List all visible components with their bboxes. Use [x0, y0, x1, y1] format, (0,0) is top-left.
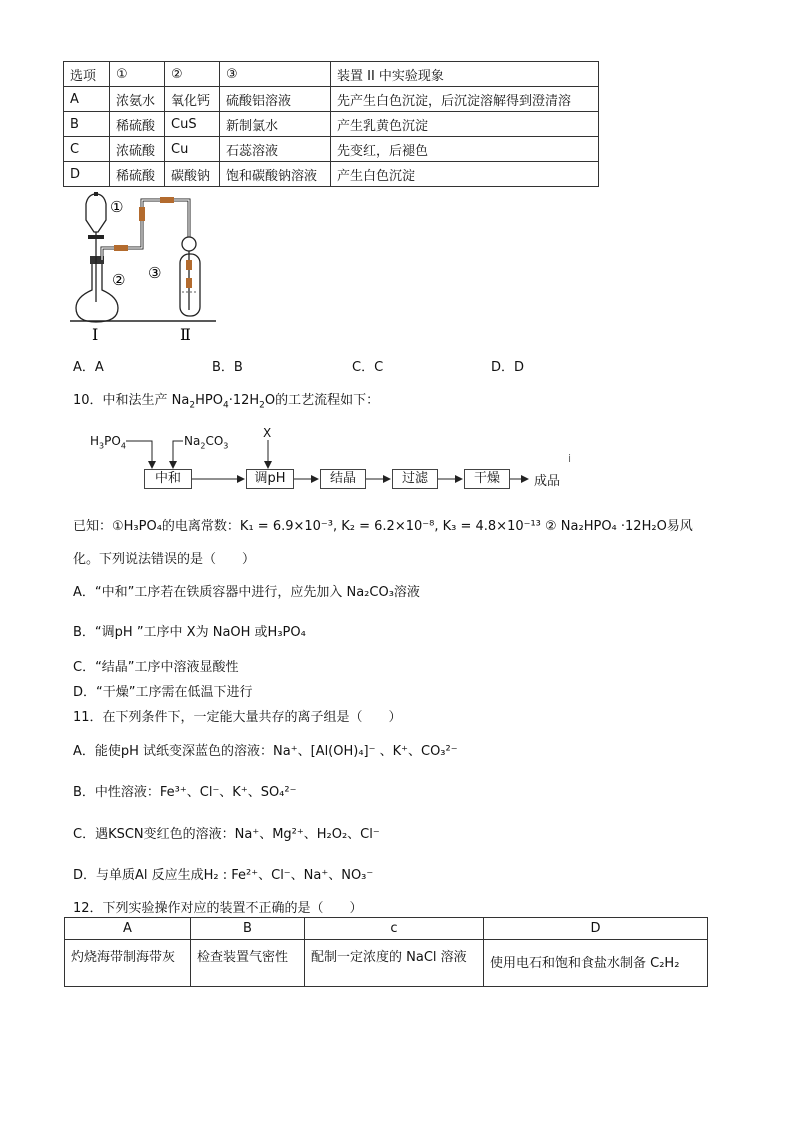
step-dry: 干燥 — [464, 469, 510, 489]
rubber-connector — [186, 260, 192, 270]
rubber-connector — [160, 197, 174, 203]
table-cell: D — [64, 162, 110, 187]
funnel-cap — [94, 192, 98, 196]
table-row — [64, 162, 599, 187]
q11-stem: 11．在下列条件下，一定能大量共存的离子组是（ ） — [73, 710, 402, 725]
header-cell: ② — [165, 62, 220, 87]
q9-options-table — [63, 61, 599, 187]
q10-stem-formula: HPO — [195, 393, 223, 408]
table-row — [64, 137, 599, 162]
header-cell: ① — [110, 62, 165, 87]
label-1: ① — [110, 198, 124, 216]
q10-stem-hydrate: ·12H — [228, 393, 260, 408]
option-d: D．D — [491, 360, 525, 375]
table-cell: 产生白色沉淀 — [331, 162, 599, 187]
rubber-connector — [114, 245, 128, 251]
table-cell: 浓氨水 — [110, 87, 165, 112]
header-cell: D — [484, 918, 708, 940]
q12-stem: 12．下列实验操作对应的装置不正确的是（ ） — [73, 901, 363, 916]
step-filter: 过滤 — [392, 469, 438, 489]
table-row — [65, 940, 708, 987]
table-cell: 先产生白色沉淀，后沉淀溶解得到澄清溶 — [331, 87, 599, 112]
table-cell: 产生乳黄色沉淀 — [331, 112, 599, 137]
table-cell: 先变红，后褪色 — [331, 137, 599, 162]
option-b: B．B — [212, 360, 243, 375]
rubber-connector — [186, 278, 192, 288]
header-cell: 选项 — [64, 62, 110, 87]
q10-known-1: 已知：①H₃PO₄的电离常数：K₁ = 6.9×10⁻³, K₂ = 6.2×10⁻⁸, K₃ = 4.8×10⁻¹³ ② Na₂HPO₄ ·12H₂O易风 — [73, 519, 693, 534]
table-cell: 浓硫酸 — [110, 137, 165, 162]
table-cell: A — [64, 87, 110, 112]
table-cell: 检查装置气密性 — [191, 940, 305, 987]
product-label: 成品 — [534, 474, 561, 489]
header-cell: B — [191, 918, 305, 940]
q10-known-2: 化。下列说法错误的是（ ） — [73, 552, 256, 567]
q10-option-a: A．“中和”工序若在铁质容器中进行，应先加入 Na₂CO₃溶液 — [73, 585, 420, 600]
table-cell: 氧化钙 — [165, 87, 220, 112]
label-3: ③ — [148, 264, 162, 282]
step-neutralize: 中和 — [144, 469, 192, 489]
table-cell: Cu — [165, 137, 220, 162]
table-cell: CuS — [165, 112, 220, 137]
label-apparatus-2: Ⅱ — [180, 325, 191, 342]
table-cell: C — [64, 137, 110, 162]
input-h3po4: $H_3PO_4$ — [90, 434, 126, 451]
q10-stem-prefix: 10．中和法生产 Na — [73, 393, 190, 408]
q10-option-d: D．“干燥”工序需在低温下进行 — [73, 685, 253, 700]
q10-stem-suffix: O的工艺流程如下： — [264, 393, 380, 408]
option-c: C．C — [352, 360, 384, 375]
gas-generation-apparatus-diagram — [66, 192, 226, 342]
corner-mark: i — [568, 452, 572, 465]
q11-option-a: A．能使pH 试纸变深蓝色的溶液：Na⁺、[Al(OH)₄]⁻ 、K⁺、CO₃²⁻ — [73, 744, 458, 759]
input-x: X — [263, 426, 272, 440]
header-cell: 装置 II 中实验现象 — [331, 62, 599, 87]
input-na2co3: $Na_2CO_3$ — [184, 434, 229, 451]
table-cell: 配制一定浓度的 NaCl 溶液 — [305, 940, 484, 987]
q10-option-c: C．“结晶”工序中溶液显酸性 — [73, 660, 239, 675]
anti-suckback-bulb — [182, 237, 196, 251]
arrow-h3po4 — [126, 441, 152, 468]
separatory-funnel — [86, 194, 106, 232]
table-cell: 硫酸铝溶液 — [220, 87, 331, 112]
table-row — [64, 87, 599, 112]
header-cell: ③ — [220, 62, 331, 87]
table-cell: 灼烧海带制海带灰 — [65, 940, 191, 987]
step-adjust-ph: 调pH — [246, 469, 294, 489]
option-a: A．A — [73, 360, 104, 375]
table-cell: 碳酸钠 — [165, 162, 220, 187]
table-header-row — [65, 918, 708, 940]
header-cell: c — [305, 918, 484, 940]
table-cell: 石蕊溶液 — [220, 137, 331, 162]
header-cell: A — [65, 918, 191, 940]
q11-option-c: C．遇KSCN变红色的溶液：Na⁺、Mg²⁺、H₂O₂、Cl⁻ — [73, 827, 380, 842]
q10-stem: 10．中和法生产 $Na_2HPO_4\cdot 12H_2O$的工艺流程如下： — [73, 393, 380, 411]
table-cell: 饱和碳酸钠溶液 — [220, 162, 331, 187]
table-row — [64, 112, 599, 137]
q10-option-b: B．“调pH ”工序中 X为 NaOH 或H₃PO₄ — [73, 625, 306, 640]
arrow-na2co3 — [173, 441, 183, 468]
label-2: ② — [112, 271, 126, 289]
table-cell: 稀硫酸 — [110, 162, 165, 187]
label-apparatus-1: I — [92, 325, 99, 342]
rubber-connector — [139, 207, 145, 221]
table-cell: 稀硫酸 — [110, 112, 165, 137]
process-flowchart — [88, 426, 588, 496]
q11-option-d: D．与单质Al 反应生成H₂ : Fe²⁺、Cl⁻、Na⁺、NO₃⁻ — [73, 868, 374, 883]
table-cell: 使用电石和饱和食盐水制备 C₂H₂ — [484, 940, 708, 987]
table-header-row — [64, 62, 599, 87]
step-crystallize: 结晶 — [320, 469, 366, 489]
table-cell: B — [64, 112, 110, 137]
table-cell: 新制氯水 — [220, 112, 331, 137]
q11-option-b: B．中性溶液：Fe³⁺、Cl⁻、K⁺、SO₄²⁻ — [73, 785, 297, 800]
q12-table — [64, 917, 708, 987]
